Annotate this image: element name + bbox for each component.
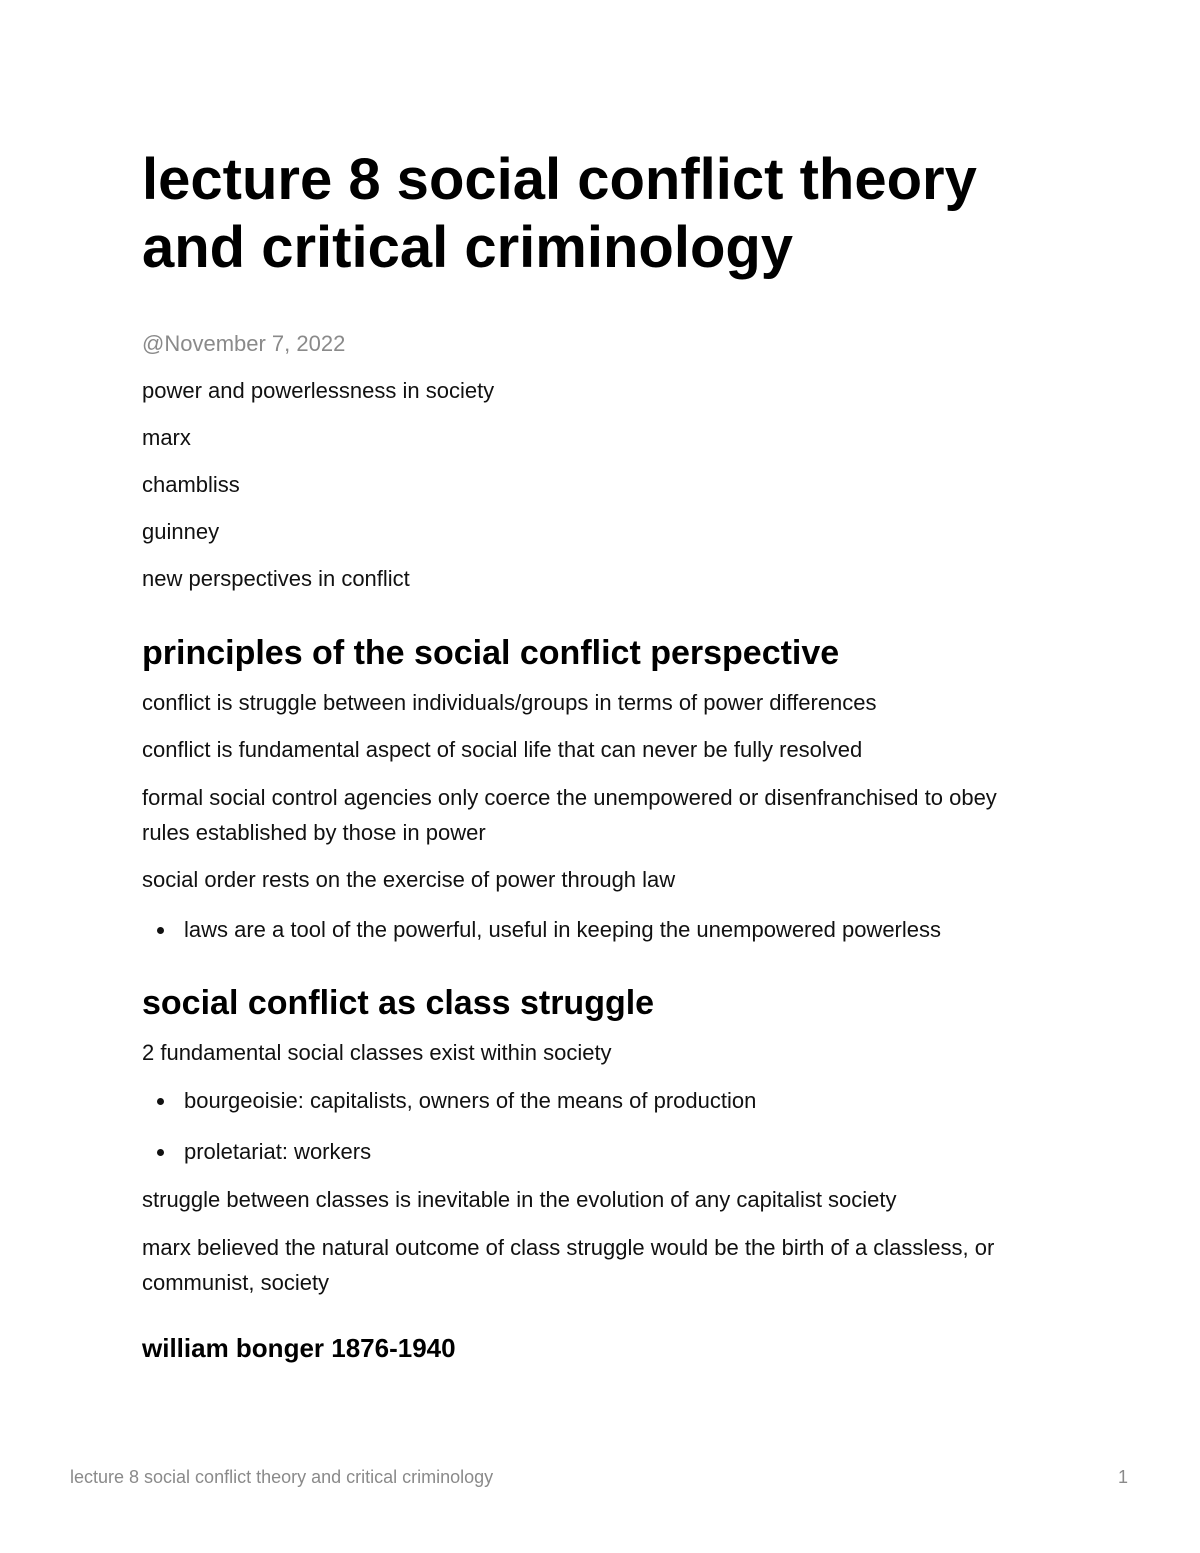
footer-page-number: 1 [1118,1467,1129,1487]
section-heading-class-struggle: social conflict as class struggle [142,984,655,1022]
bullet-text: laws are a tool of the powerful, useful in keeping the unempowered powerless [184,917,942,942]
paragraph-line: rules established by those in power [142,820,486,845]
bullet-text: proletariat: workers [184,1139,372,1164]
intro-item: marx [142,425,191,450]
paragraph: 2 fundamental social classes exist within society [142,1040,612,1065]
page-title: lecture 8 social conflict theory and critical criminology [142,147,977,280]
paragraph: conflict is fundamental aspect of social life that can never be fully resolved [142,737,863,762]
intro-item: new perspectives in conflict [142,566,410,591]
bullet-icon [157,1098,164,1105]
bullet-list-item [142,915,1082,945]
section-heading-principles: principles of the social conflict perspective [142,634,840,672]
paragraph: struggle between classes is inevitable in the evolution of any capitalist society [142,1187,897,1212]
bullet-list-item [142,1137,1082,1167]
paragraph-line: formal social control agencies only coerce the unempowered or disenfranchised to obey [142,785,997,810]
bullet-icon [157,927,164,934]
paragraph-line: communist, society [142,1270,330,1295]
date-mention: @November 7, 2022 [142,331,346,356]
intro-item: power and powerlessness in society [142,378,495,403]
paragraph: social order rests on the exercise of power through law [142,867,676,892]
paragraph-line: marx believed the natural outcome of class struggle would be the birth of a classless, or [142,1235,995,1260]
bullet-icon [157,1149,164,1156]
intro-item: guinney [142,519,220,544]
intro-item: chambliss [142,472,240,497]
bullet-list-item [142,1086,1082,1116]
paragraph: conflict is struggle between individuals/groups in terms of power differences [142,690,877,715]
section-heading-bonger: william bonger 1876-1940 [142,1333,456,1363]
bullet-text: bourgeoisie: capitalists, owners of the means of production [184,1088,757,1113]
footer-document-title: lecture 8 social conflict theory and critical criminology [70,1467,494,1487]
